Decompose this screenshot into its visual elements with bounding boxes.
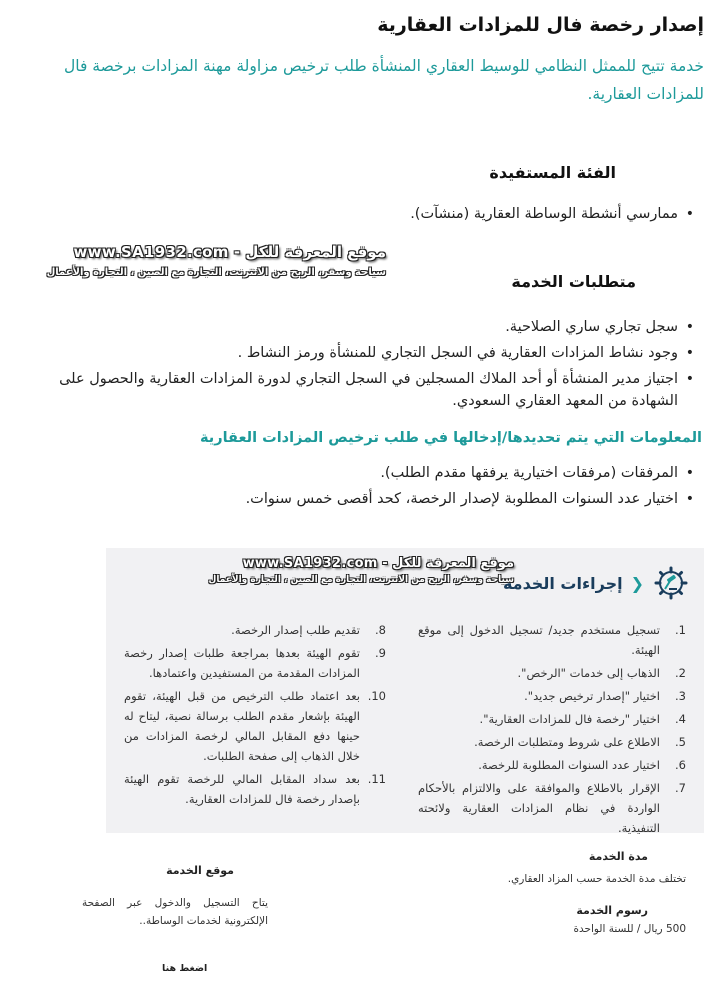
procedures-panel bbox=[106, 548, 704, 833]
step-item: 4. اختيار "رخصة فال للمزادات العقارية". bbox=[479, 712, 686, 726]
list-item: • وجود نشاط المزادات العقارية في السجل التجاري للمنشأة ورمز النشاط . bbox=[46, 342, 696, 364]
beneficiary-heading: الفئة المستفيدة bbox=[489, 163, 616, 182]
procedures-header bbox=[503, 566, 688, 600]
location-heading: موقع الخدمة bbox=[166, 864, 234, 877]
watermark-main: موقع المعرفة للكل - www.SA1932.com bbox=[73, 243, 386, 261]
procedures-steps-right bbox=[418, 620, 686, 841]
step-item: 11. بعد سداد المقابل المالي للرخصة تقوم الهيئة بإصدار رخصة فال للمزادات العقارية. bbox=[124, 772, 386, 806]
beneficiary-list bbox=[46, 203, 696, 229]
page-subtitle: خدمة تتيح للممثل النظامي للوسيط العقاري المنشأة طلب ترخيص مزاولة مهنة المزادات برخصة فال للمزادات العقارية. bbox=[63, 57, 704, 103]
info-required-list bbox=[46, 462, 696, 514]
list-item: • ممارسي أنشطة الوساطة العقارية (منشآت). bbox=[46, 203, 696, 225]
requirements-list bbox=[46, 316, 696, 416]
list-item: • اختيار عدد السنوات المطلوبة لإصدار الرخصة، كحد أقصى خمس سنوات. bbox=[46, 488, 696, 510]
duration-heading: مدة الخدمة bbox=[588, 850, 648, 863]
step-item: 7. الإقرار بالاطلاع والموافقة على والالتزام بالأحكام الواردة في نظام المزادات العقارية ولائحته التنفيذية. bbox=[418, 781, 686, 835]
list-item: • المرفقات (مرفقات اختيارية يرفقها مقدم الطلب). bbox=[46, 462, 696, 484]
step-item: 6. اختيار عدد السنوات المطلوبة للرخصة. bbox=[478, 758, 686, 772]
step-item: 10. بعد اعتماد طلب الترخيص من قبل الهيئة، تقوم الهيئة بإشعار مقدم الطلب برسالة نصية، ليتاح له حينها دفع المقابل المالي لرخصة المزادات من خلال الذهاب إلى صفحة الطلبات. bbox=[124, 689, 386, 763]
fees-text: 500 ريال / للسنة الواحدة bbox=[573, 923, 686, 935]
step-item: 9. تقوم الهيئة بعدها بمراجعة طلبات إصدار رخصة المزادات المقدمة من المستفيدين واعتمادها. bbox=[124, 646, 386, 680]
page-title: إصدار رخصة فال للمزادات العقارية bbox=[377, 14, 704, 36]
step-item: 8. تقديم طلب إصدار الرخصة. bbox=[231, 623, 386, 637]
step-item: 2. الذهاب إلى خدمات "الرخص". bbox=[517, 666, 686, 680]
chevron-left-icon: ❮ bbox=[630, 573, 644, 593]
watermark-sub: سياحة وسفر، الربح من الانترنت، التجارة مع الصين ، التجارة والأعمال bbox=[46, 267, 386, 278]
list-item: • اجتياز مدير المنشأة أو أحد الملاك المسجلين في السجل التجاري لدورة المزادات العقارية والحصول على الشهادة من المعهد العقاري السعودي. bbox=[46, 368, 696, 412]
step-item: 1. تسجيل مستخدم جديد/ تسجيل الدخول إلى موقع الهيئة. bbox=[418, 623, 686, 657]
location-link[interactable]: اضغط هنا bbox=[162, 963, 208, 974]
watermark bbox=[209, 556, 514, 585]
step-item: 5. الاطلاع على شروط ومتطلبات الرخصة. bbox=[474, 735, 686, 749]
requirements-heading: متطلبات الخدمة bbox=[511, 272, 636, 291]
location-text: يتاح التسجيل والدخول عبر الصفحة الإلكترونية لخدمات الوساطة.. bbox=[82, 897, 268, 927]
duration-text: تختلف مدة الخدمة حسب المزاد العقاري. bbox=[507, 873, 686, 885]
info-required-heading: المعلومات التي يتم تحديدها/إدخالها في طلب ترخيص المزادات العقارية bbox=[200, 430, 702, 446]
watermark-sub: سياحة وسفر، الربح من الانترنت، التجارة مع الصين ، التجارة والأعمال bbox=[208, 575, 514, 585]
list-item: • سجل تجاري ساري الصلاحية. bbox=[46, 316, 696, 338]
fees-heading: رسوم الخدمة bbox=[576, 904, 648, 917]
gear-gavel-icon bbox=[654, 566, 688, 600]
watermark bbox=[47, 243, 386, 278]
procedures-steps-left bbox=[124, 620, 386, 812]
step-item: 3. اختيار "إصدار ترخيص جديد". bbox=[524, 689, 686, 703]
watermark-main: موقع المعرفة للكل - www.SA1932.com bbox=[242, 556, 514, 571]
procedures-title: إجراءات الخدمة bbox=[502, 573, 623, 593]
